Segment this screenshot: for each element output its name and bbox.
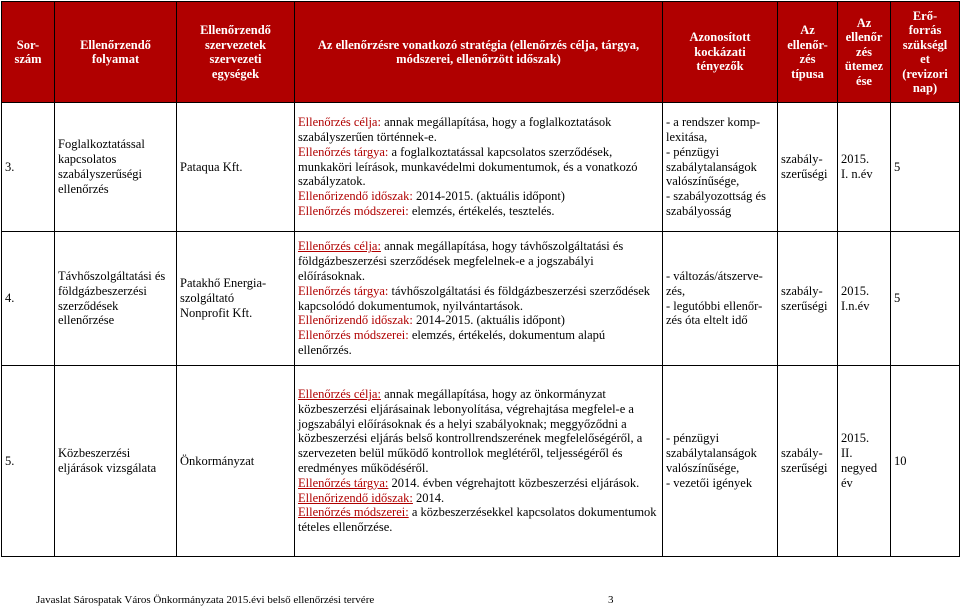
table-row <box>2 103 960 232</box>
text-line: szám <box>14 52 42 66</box>
text-line: ütemez <box>844 59 884 74</box>
strategy-cell <box>295 366 663 557</box>
process-cell <box>55 103 177 232</box>
text-line: szolgáltató <box>180 291 235 306</box>
org-cell <box>177 366 295 557</box>
text-line: kapcsolatos <box>58 152 117 167</box>
method-text: elemzés, értékelés, tesztelés. <box>411 203 555 218</box>
text-line: ése <box>856 73 872 88</box>
schedule-cell <box>838 103 891 232</box>
text-line: szabály- <box>781 446 823 461</box>
method-text: a közbeszerzésekkel kapcsolatos dokumentumok tételes ellenőrzése. <box>298 505 657 535</box>
header-schedule <box>838 2 891 103</box>
text-line: zés <box>856 44 872 59</box>
header-resources <box>891 2 960 103</box>
text-line: forrás <box>908 23 942 37</box>
process-cell <box>55 232 177 366</box>
text-line: szerűségi <box>781 298 828 313</box>
type-cell <box>778 366 838 557</box>
text-line: szabályszerűségi <box>58 167 142 181</box>
text-line: - pénzügyi <box>666 144 720 159</box>
text-line: szabálytalanságok <box>666 446 757 461</box>
text-line: - pénzügyi <box>666 431 720 446</box>
row-number: 5. <box>2 366 55 557</box>
goal-label: Ellenőrzés célja: <box>298 387 381 402</box>
period-text: 2014-2015. (aktuális időpont) <box>416 313 565 328</box>
org-cell <box>177 232 295 366</box>
text-line: negyed <box>841 461 878 475</box>
header-strategy <box>295 2 663 103</box>
text-line: Az ellenőrzésre vonatkozó stratégia (ellenőrzés célja, tárgya, <box>317 37 640 52</box>
strategy-cell <box>295 232 663 366</box>
method-text: elemzés, értékelés, dokumentum alapú ellenőrzés. <box>298 328 606 357</box>
header-audit-type <box>778 2 838 103</box>
goal-text: annak megállapítása, hogy távhőszolgáltatási és földgázbeszerzési szerződések megfelelnek-e a jogszabályi előírásoknak. <box>298 239 624 283</box>
subject-label: Ellenőrzés tárgya: <box>298 144 389 159</box>
text-line: valószínűsége, <box>666 461 740 475</box>
text-line: zés óta eltelt idő <box>666 313 748 328</box>
process-cell <box>55 366 177 557</box>
text-line: szerűségi <box>781 167 828 181</box>
method-label: Ellenőrzés módszerei: <box>298 505 409 520</box>
goal-text: annak megállapítása, hogy a foglalkoztatások szabályszerűen történnek-e. <box>298 115 612 144</box>
text-line: módszerei, ellenőrzött időszak) <box>396 52 561 66</box>
text-line: Erő- <box>912 8 938 23</box>
text-line: szabály- <box>781 152 823 167</box>
text-line: szervezeti <box>209 52 262 66</box>
text-line: Pataqua Kft. <box>180 159 243 174</box>
text-line: Foglalkoztatással <box>58 137 145 152</box>
type-cell <box>778 103 838 232</box>
goal-label: Ellenőrzés célja: <box>298 115 381 130</box>
text-line: Az <box>800 23 815 37</box>
text-line: Közbeszerzési <box>58 446 131 461</box>
method-label: Ellenőrzés módszerei: <box>298 203 409 218</box>
text-line: Sor- <box>16 37 40 52</box>
text-line: szerződések <box>58 298 119 313</box>
row-number: 4. <box>2 232 55 366</box>
period-label: Ellenőrizendő időszak: <box>298 189 413 204</box>
text-line: ellenőr- <box>787 37 828 52</box>
period-label: Ellenőrizendő időszak: <box>298 490 413 505</box>
text-line: eljárások vizsgálata <box>58 461 157 475</box>
subject-text: a foglalkoztatással kapcsolatos szerződések, munkaköri leírások, munkavédelmi dokumentumok, és a vonatkozó szabályzatok. <box>298 144 638 189</box>
text-line: II. <box>841 446 853 461</box>
text-line: ellenőrzés <box>58 181 109 196</box>
text-line: 2015. <box>841 431 870 446</box>
text-line: zés <box>799 52 816 66</box>
period-text: 2014. <box>416 490 445 505</box>
table-row <box>2 366 960 557</box>
header-organizations <box>177 2 295 103</box>
page-footer <box>36 594 614 606</box>
risks-cell <box>663 232 778 366</box>
text-line: ellenőrzése <box>58 313 115 328</box>
text-line: Önkormányzat <box>180 453 255 468</box>
text-line: I. n.év <box>841 167 873 181</box>
type-cell <box>778 232 838 366</box>
footer-text: Javaslat Sárospatak Város Önkormányzata 2015.évi belső ellenőrzési tervére <box>36 594 375 606</box>
table-row <box>2 232 960 366</box>
text-line: típusa <box>791 66 824 81</box>
text-line: év <box>841 475 853 490</box>
text-line: (revizori <box>902 66 948 81</box>
text-line: Ellenőrzendő <box>200 23 271 37</box>
subject-label: Ellenőrzés tárgya: <box>298 475 389 490</box>
text-line: zés, <box>666 283 686 298</box>
text-line: ellenőr <box>845 30 883 45</box>
header-risks <box>663 2 778 103</box>
resources-cell: 5 <box>891 232 960 366</box>
text-line: Távhőszolgáltatási és <box>58 268 166 283</box>
text-line: 2015. <box>841 283 870 298</box>
text-line: szervezetek <box>204 37 267 52</box>
text-line: tényezők <box>696 59 744 74</box>
text-line: - szabályozottság és <box>666 189 766 204</box>
row-number: 3. <box>2 103 55 232</box>
org-cell <box>177 103 295 232</box>
subject-text: 2014. évben végrehajtott közbeszerzési eljárások. <box>391 475 640 490</box>
goal-text: annak megállapítása, hogy az önkormányzat közbeszerzési eljárásainak lebonyolítása, végrehajtása megfelel-e a jogszabályi előírásoknak és a helyi szabályoknak; meggyőződni a közbeszerzési eljárás belső kontrollrendszerének megfelelőségéről, a szervezeten belül működő kontrollok meglétéről, teljességéről és eredményes működéséről. <box>298 387 643 475</box>
strategy-cell <box>295 103 663 232</box>
text-line: Patakhő Energia- <box>180 276 267 291</box>
text-line: - változás/átszerve- <box>666 268 763 283</box>
schedule-cell <box>838 232 891 366</box>
text-line: nap) <box>912 81 938 95</box>
text-line: szabály- <box>781 283 823 298</box>
text-line: et <box>920 52 930 66</box>
method-label: Ellenőrzés módszerei: <box>298 328 409 343</box>
period-text: 2014-2015. (aktuális időpont) <box>416 189 565 204</box>
header-process <box>55 2 177 103</box>
text-line: lexitása, <box>666 130 708 144</box>
text-line: Nonprofit Kft. <box>180 305 253 320</box>
text-line: - a rendszer komp- <box>666 115 761 130</box>
header-row-number <box>2 2 55 103</box>
subject-text: távhőszolgáltatási és földgázbeszerzési szerződések kapcsolódó dokumentumok, nyilvántartások. <box>298 283 651 313</box>
text-line: I.n.év <box>841 298 870 313</box>
goal-label: Ellenőrzés célja: <box>298 239 381 254</box>
text-line: Azonosított <box>689 30 751 45</box>
text-line: szükségl <box>902 37 948 52</box>
subject-label: Ellenőrzés tárgya: <box>298 283 389 298</box>
text-line: - legutóbbi ellenőr- <box>666 298 763 313</box>
text-line: - vezetői igények <box>666 475 753 490</box>
audit-plan-table <box>1 1 960 557</box>
text-line: valószínűsége, <box>666 174 740 189</box>
text-line: 2015. <box>841 152 870 167</box>
text-line: szabályosság <box>666 203 732 218</box>
schedule-cell <box>838 366 891 557</box>
risks-cell <box>663 366 778 557</box>
resources-cell: 5 <box>891 103 960 232</box>
text-line: folyamat <box>91 52 140 66</box>
text-line: földgázbeszerzési <box>58 283 147 298</box>
period-label: Ellenőrizendő időszak: <box>298 313 413 328</box>
text-line: Ellenőrzendő <box>80 37 151 52</box>
text-line: kockázati <box>694 44 746 59</box>
resources-cell: 10 <box>891 366 960 557</box>
risks-cell <box>663 103 778 232</box>
text-line: egységek <box>211 66 260 81</box>
header-row <box>2 2 960 103</box>
text-line: Az <box>856 15 872 30</box>
page-number: 3 <box>608 594 614 606</box>
text-line: szabálytalanságok <box>666 159 757 174</box>
text-line: szerűségi <box>781 461 828 475</box>
